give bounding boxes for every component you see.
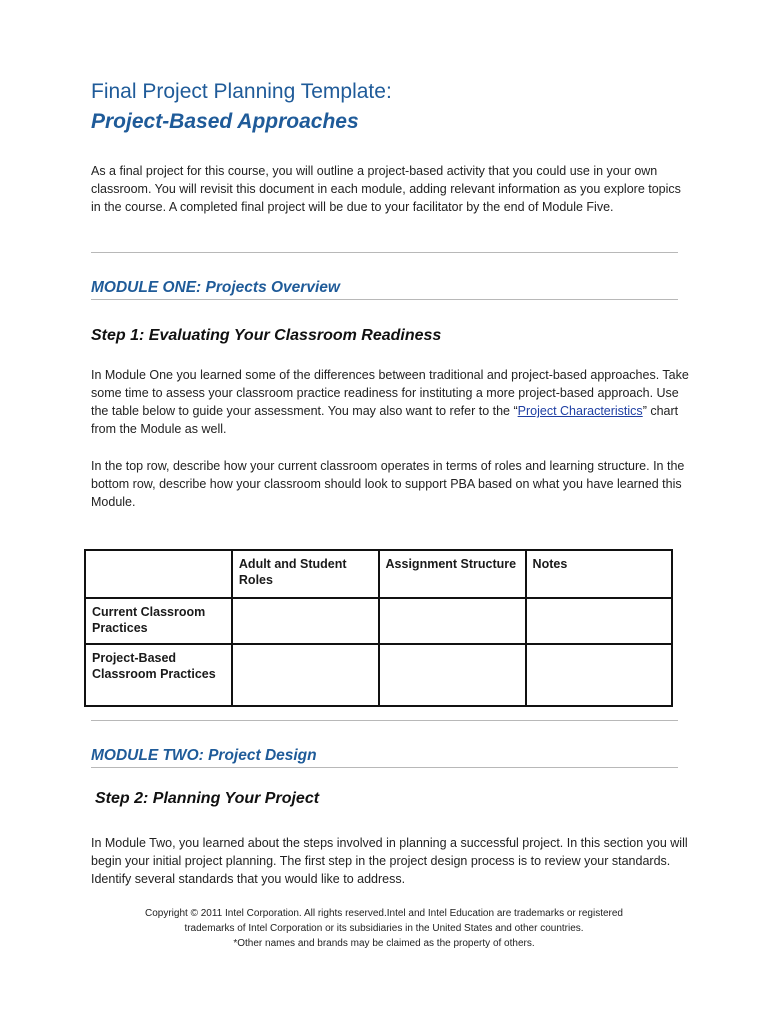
table-header-row bbox=[85, 550, 672, 598]
table-cell[interactable] bbox=[232, 644, 379, 706]
intro-paragraph: As a final project for this course, you will outline a project-based activity that you could use in your own classroom. You will revisit this document in each module, adding relevant information as you explore topics in the course. A completed final project will be due to your facilitator by the end of Module Five. bbox=[91, 164, 681, 214]
table-cell[interactable] bbox=[379, 644, 526, 706]
divider bbox=[91, 720, 678, 721]
footer-line: trademarks of Intel Corporation or its subsidiaries in the United States and other countries. bbox=[184, 923, 584, 934]
module-one-paragraph-1 bbox=[91, 366, 691, 438]
module-two-paragraph: In Module Two, you learned about the steps involved in planning a successful project. In this section you will begin your initial project planning. The first step in the project design process is to review your standards. Identify several standards that you would like to address. bbox=[91, 836, 688, 886]
document-title: Final Project Planning Template: bbox=[91, 80, 392, 103]
paragraph-text: In Module One you learned some of the differences between traditional and project-based approaches. Take some time to assess your classroom practice readiness for instituting a more project-based approach. Use the table below to guide your assessment. You may also want to refer to the “ bbox=[91, 368, 689, 418]
module-one-heading: MODULE ONE: Projects Overview bbox=[91, 279, 340, 296]
table-cell[interactable] bbox=[379, 598, 526, 644]
table-row bbox=[85, 644, 672, 706]
copyright-footer bbox=[0, 906, 768, 951]
table-cell[interactable] bbox=[526, 598, 672, 644]
readiness-table bbox=[84, 549, 673, 707]
footer-line: Copyright © 2011 Intel Corporation. All rights reserved.Intel and Intel Education are trademarks or registered bbox=[145, 908, 623, 919]
table-header-cell: Notes bbox=[526, 550, 672, 598]
divider bbox=[91, 252, 678, 253]
table-header-cell: Assignment Structure bbox=[379, 550, 526, 598]
document-subtitle: Project-Based Approaches bbox=[91, 110, 359, 133]
module-one-underline bbox=[91, 299, 678, 300]
table-cell[interactable] bbox=[232, 598, 379, 644]
module-two-underline bbox=[91, 767, 678, 768]
footer-line: *Other names and brands may be claimed as the property of others. bbox=[233, 938, 535, 949]
module-one-paragraph-2: In the top row, describe how your current classroom operates in terms of roles and learning structure. In the bottom row, describe how your classroom should look to support PBA based on what you have learned this Module. bbox=[91, 459, 685, 509]
table-row-label: Project-Based Classroom Practices bbox=[85, 644, 232, 706]
step-one-heading: Step 1: Evaluating Your Classroom Readiness bbox=[91, 327, 442, 344]
project-characteristics-link[interactable]: Project Characteristics bbox=[517, 404, 643, 418]
table-header-cell bbox=[85, 550, 232, 598]
module-two-heading: MODULE TWO: Project Design bbox=[91, 747, 317, 764]
table-header-cell: Adult and Student Roles bbox=[232, 550, 379, 598]
table-cell[interactable] bbox=[526, 644, 672, 706]
table-row-label: Current Classroom Practices bbox=[85, 598, 232, 644]
step-two-heading: Step 2: Planning Your Project bbox=[95, 790, 320, 807]
paragraph-text: ” chart from the Module as well. bbox=[91, 404, 679, 436]
table-row bbox=[85, 598, 672, 644]
